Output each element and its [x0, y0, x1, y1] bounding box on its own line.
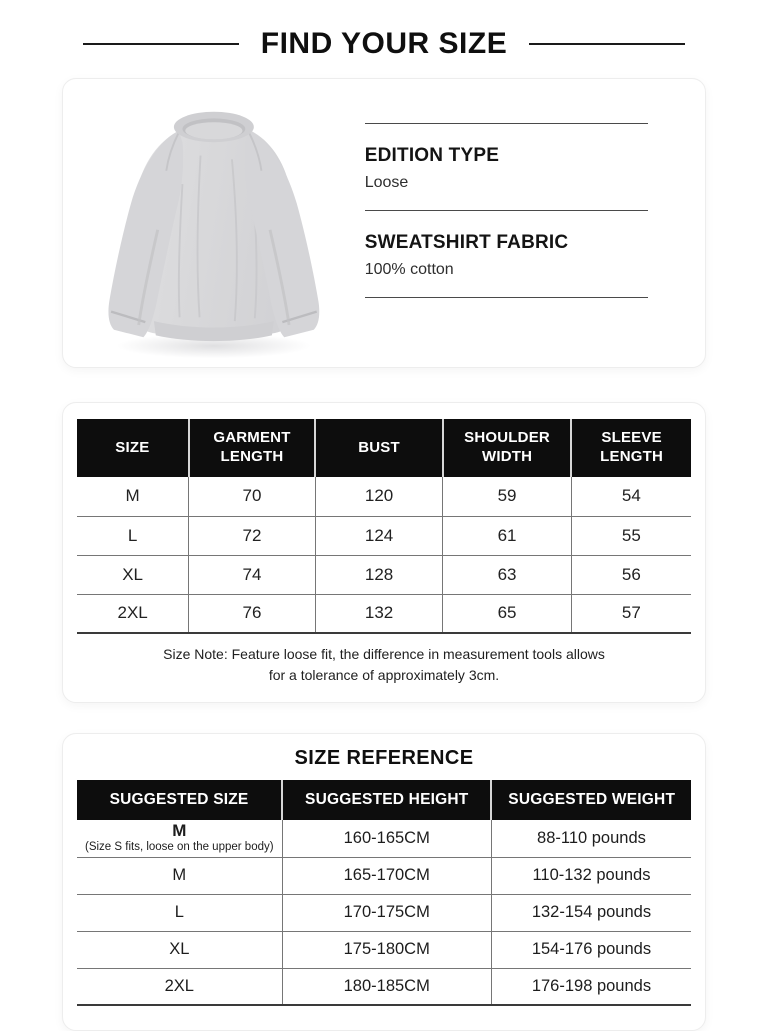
table-row-highlighted	[77, 820, 691, 857]
sweatshirt-illustration	[63, 87, 365, 363]
cell-bust: 132	[315, 594, 443, 633]
spec-label-edition-type: EDITION TYPE	[364, 145, 500, 166]
cell-shoulder-width: 63	[443, 555, 571, 594]
cell-suggested-weight: 110-132 pounds	[491, 857, 691, 894]
info-divider-middle	[365, 210, 648, 211]
cell-size: M	[125, 486, 140, 506]
size-table	[77, 419, 691, 634]
cell-suggested-height: 170-175CM	[282, 894, 491, 931]
cell-suggested-size: L	[77, 894, 282, 931]
cell-suggested-size: 2XL	[77, 968, 282, 1005]
product-card	[62, 78, 706, 368]
cell-suggested-height: 160-165CM	[282, 820, 491, 857]
table-row	[77, 555, 691, 594]
cell-bust: 128	[315, 555, 443, 594]
cell-suggested-weight: 132-154 pounds	[491, 894, 691, 931]
cell-garment-length: 70	[189, 477, 315, 516]
cell-suggested-weight: 154-176 pounds	[491, 931, 691, 968]
cell-garment-length: 74	[189, 555, 315, 594]
table-row	[77, 857, 691, 894]
col-header-size: SIZE	[77, 419, 189, 477]
size-table-card	[62, 402, 706, 703]
spec-value-fabric: 100% cotton	[364, 261, 454, 278]
col-header-suggested-height: SUGGESTED HEIGHT	[282, 780, 491, 820]
cell-suggested-size: M	[77, 857, 282, 894]
col-header-sleeve-length: SLEEVE LENGTH	[571, 419, 691, 477]
size-note	[77, 634, 691, 702]
cell-suggested-height: 180-185CM	[282, 968, 491, 1005]
size-table-header-row	[77, 419, 691, 477]
cell-bust: 124	[315, 516, 443, 555]
cell-size: XL	[77, 555, 189, 594]
info-divider-top	[365, 123, 648, 124]
suggested-size-note: (Size S fits, loose on the upper body)	[84, 840, 274, 853]
col-header-bust: BUST	[315, 419, 443, 477]
info-divider-bottom	[365, 297, 648, 298]
cell-shoulder-width: 61	[443, 516, 571, 555]
cell-suggested-height: 165-170CM	[282, 857, 491, 894]
cell-bust: 120	[315, 477, 443, 516]
spec-label-fabric: SWEATSHIRT FABRIC	[364, 232, 569, 253]
table-row	[77, 594, 691, 633]
cell-sleeve-length: 55	[571, 516, 691, 555]
size-reference-title: SIZE REFERENCE	[294, 747, 474, 769]
cell-sleeve-length: 57	[571, 594, 691, 633]
cell-suggested-size-highlighted	[77, 820, 282, 857]
spec-value-edition-type: Loose	[364, 174, 409, 191]
cell-shoulder-width: 59	[443, 477, 571, 516]
cell-garment-length: 72	[189, 516, 315, 555]
cell-suggested-weight: 88-110 pounds	[491, 820, 691, 857]
page-header	[0, 0, 768, 64]
table-row	[77, 931, 691, 968]
col-header-garment-length: GARMENT LENGTH	[189, 419, 315, 477]
cell-suggested-height: 175-180CM	[282, 931, 491, 968]
cell-suggested-weight: 176-198 pounds	[491, 968, 691, 1005]
cell-suggested-size: XL	[77, 931, 282, 968]
col-header-suggested-weight: SUGGESTED WEIGHT	[491, 780, 691, 820]
table-row	[77, 516, 691, 555]
product-image	[63, 79, 365, 367]
page-title: FIND YOUR SIZE	[260, 27, 508, 60]
reference-header-row	[77, 780, 691, 820]
suggested-size-value: M	[172, 821, 187, 840]
cell-size: L	[77, 516, 189, 555]
table-row	[77, 894, 691, 931]
size-note-line2: for a tolerance of approximately 3cm.	[268, 667, 500, 683]
cell-sleeve-length: 56	[571, 555, 691, 594]
cell-sleeve-length: 54	[571, 477, 691, 516]
cell-shoulder-width: 65	[443, 594, 571, 633]
table-row	[77, 968, 691, 1005]
cell-size: 2XL	[77, 594, 189, 633]
title-right-rule	[529, 43, 685, 45]
col-header-suggested-size: SUGGESTED SIZE	[77, 780, 282, 820]
table-row	[77, 477, 691, 516]
size-reference-card	[62, 733, 706, 1031]
title-left-rule	[83, 43, 239, 45]
size-note-line1: Size Note: Feature loose fit, the difference in measurement tools allows	[163, 646, 605, 662]
size-reference-table	[77, 780, 691, 1006]
cell-garment-length: 76	[189, 594, 315, 633]
product-info-panel	[365, 79, 705, 367]
col-header-shoulder-width: SHOULDER WIDTH	[443, 419, 571, 477]
